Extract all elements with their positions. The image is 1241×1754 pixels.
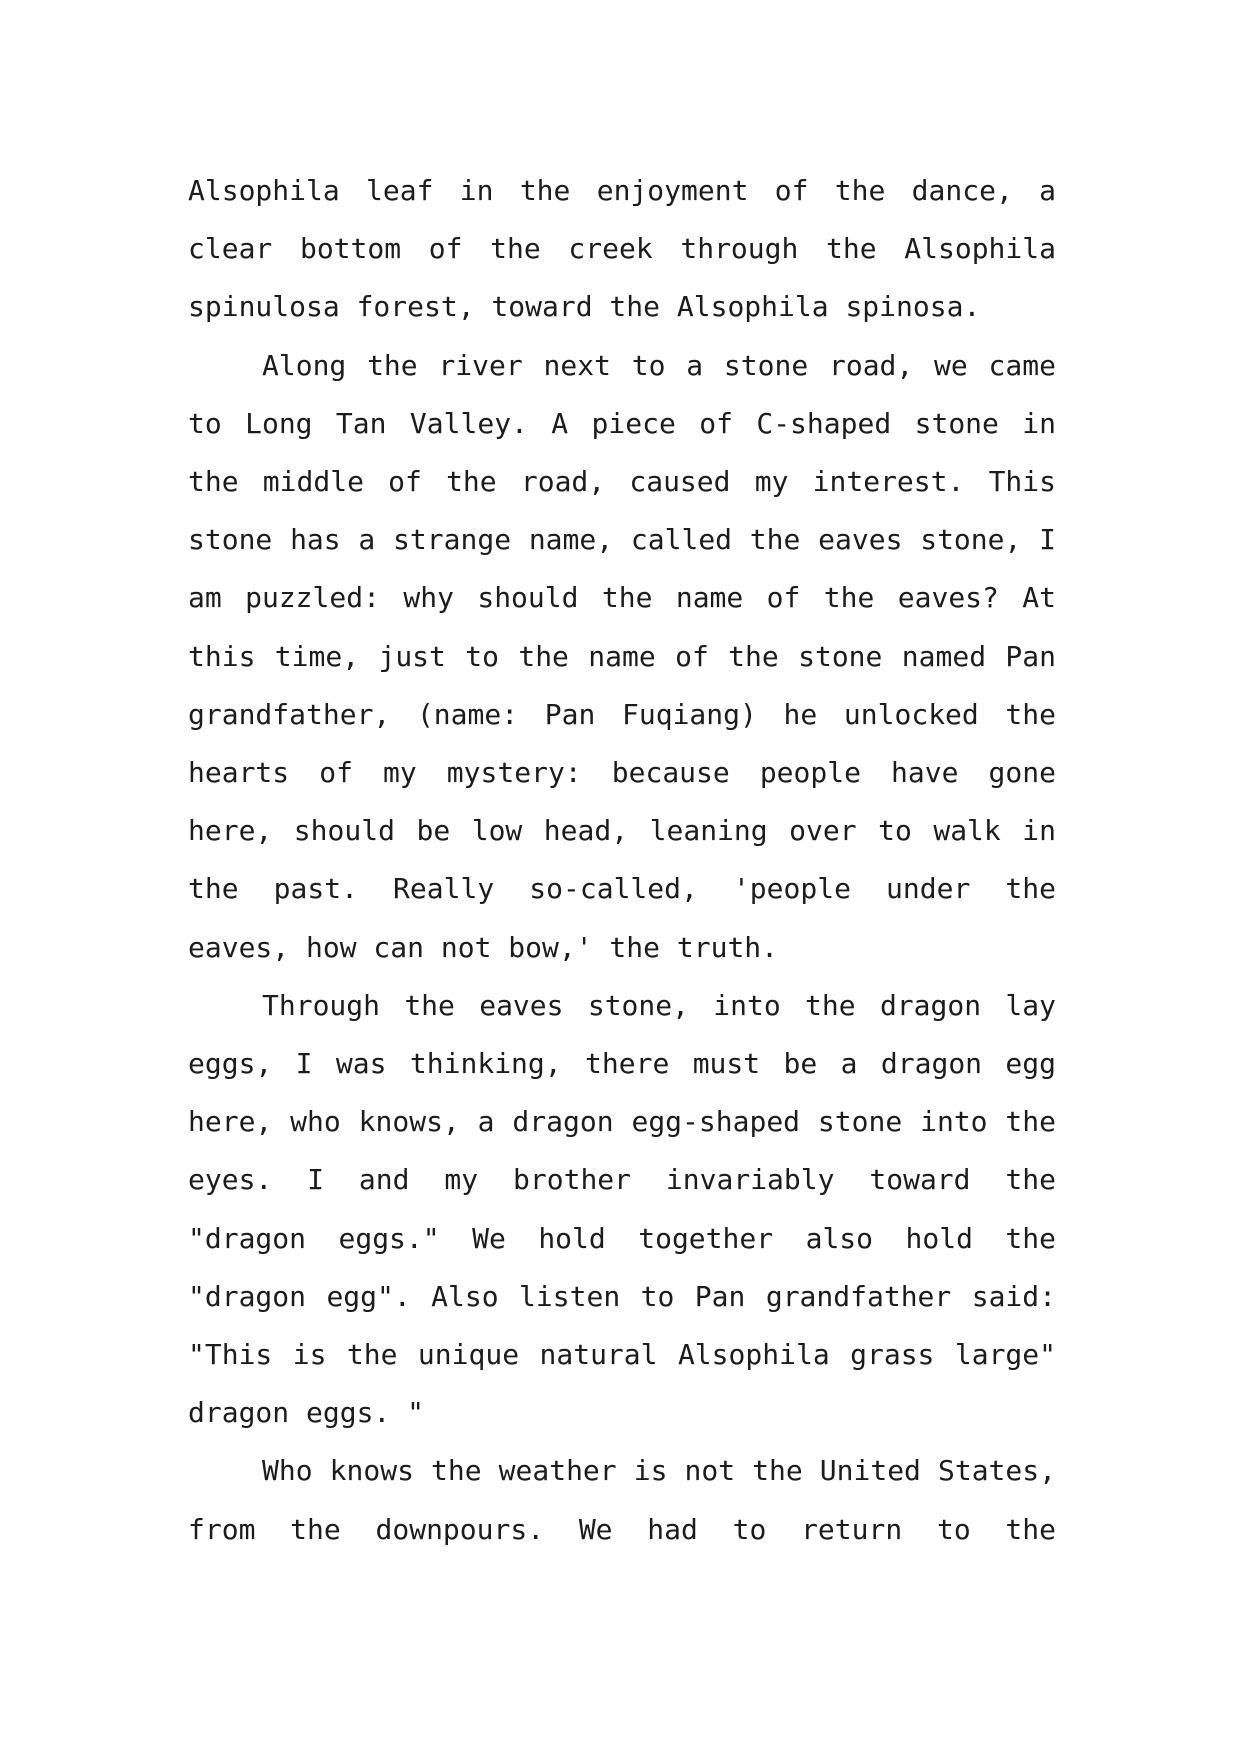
paragraph-3: Through the eaves stone, into the dragon lay eggs, I was thinking, there must be a dragon egg here, who knows, a dragon egg-shaped stone into the eyes. I and my brother invariably toward the "dragon eggs." We hold together also hold the "dragon egg". Also listen to Pan grandfather said: "This is the unique natural Alsophila grass large" dragon eggs. ": [188, 988, 1056, 1430]
paragraph-4: Who knows the weather is not the United States, from the downpours. We had to return to the: [188, 1454, 1056, 1546]
document-body: [188, 162, 1056, 1559]
paragraph-1: Alsophila leaf in the enjoyment of the dance, a clear bottom of the creek through the Alsophila spinulosa forest, toward the Alsophila spinosa.: [188, 174, 1056, 324]
paragraph-2: Along the river next to a stone road, we came to Long Tan Valley. A piece of C-shaped stone in the middle of the road, caused my interest. This stone has a strange name, called the eaves stone, I am puzzled: why should the name of the eaves? At this time, just to the name of the stone named Pan grandfather, (name: Pan Fuqiang) he unlocked the hearts of my mystery: because people have gone here, should be low head, leaning over to walk in the past. Really so-called, 'people under the eaves, how can not bow,' the truth.: [188, 348, 1056, 964]
